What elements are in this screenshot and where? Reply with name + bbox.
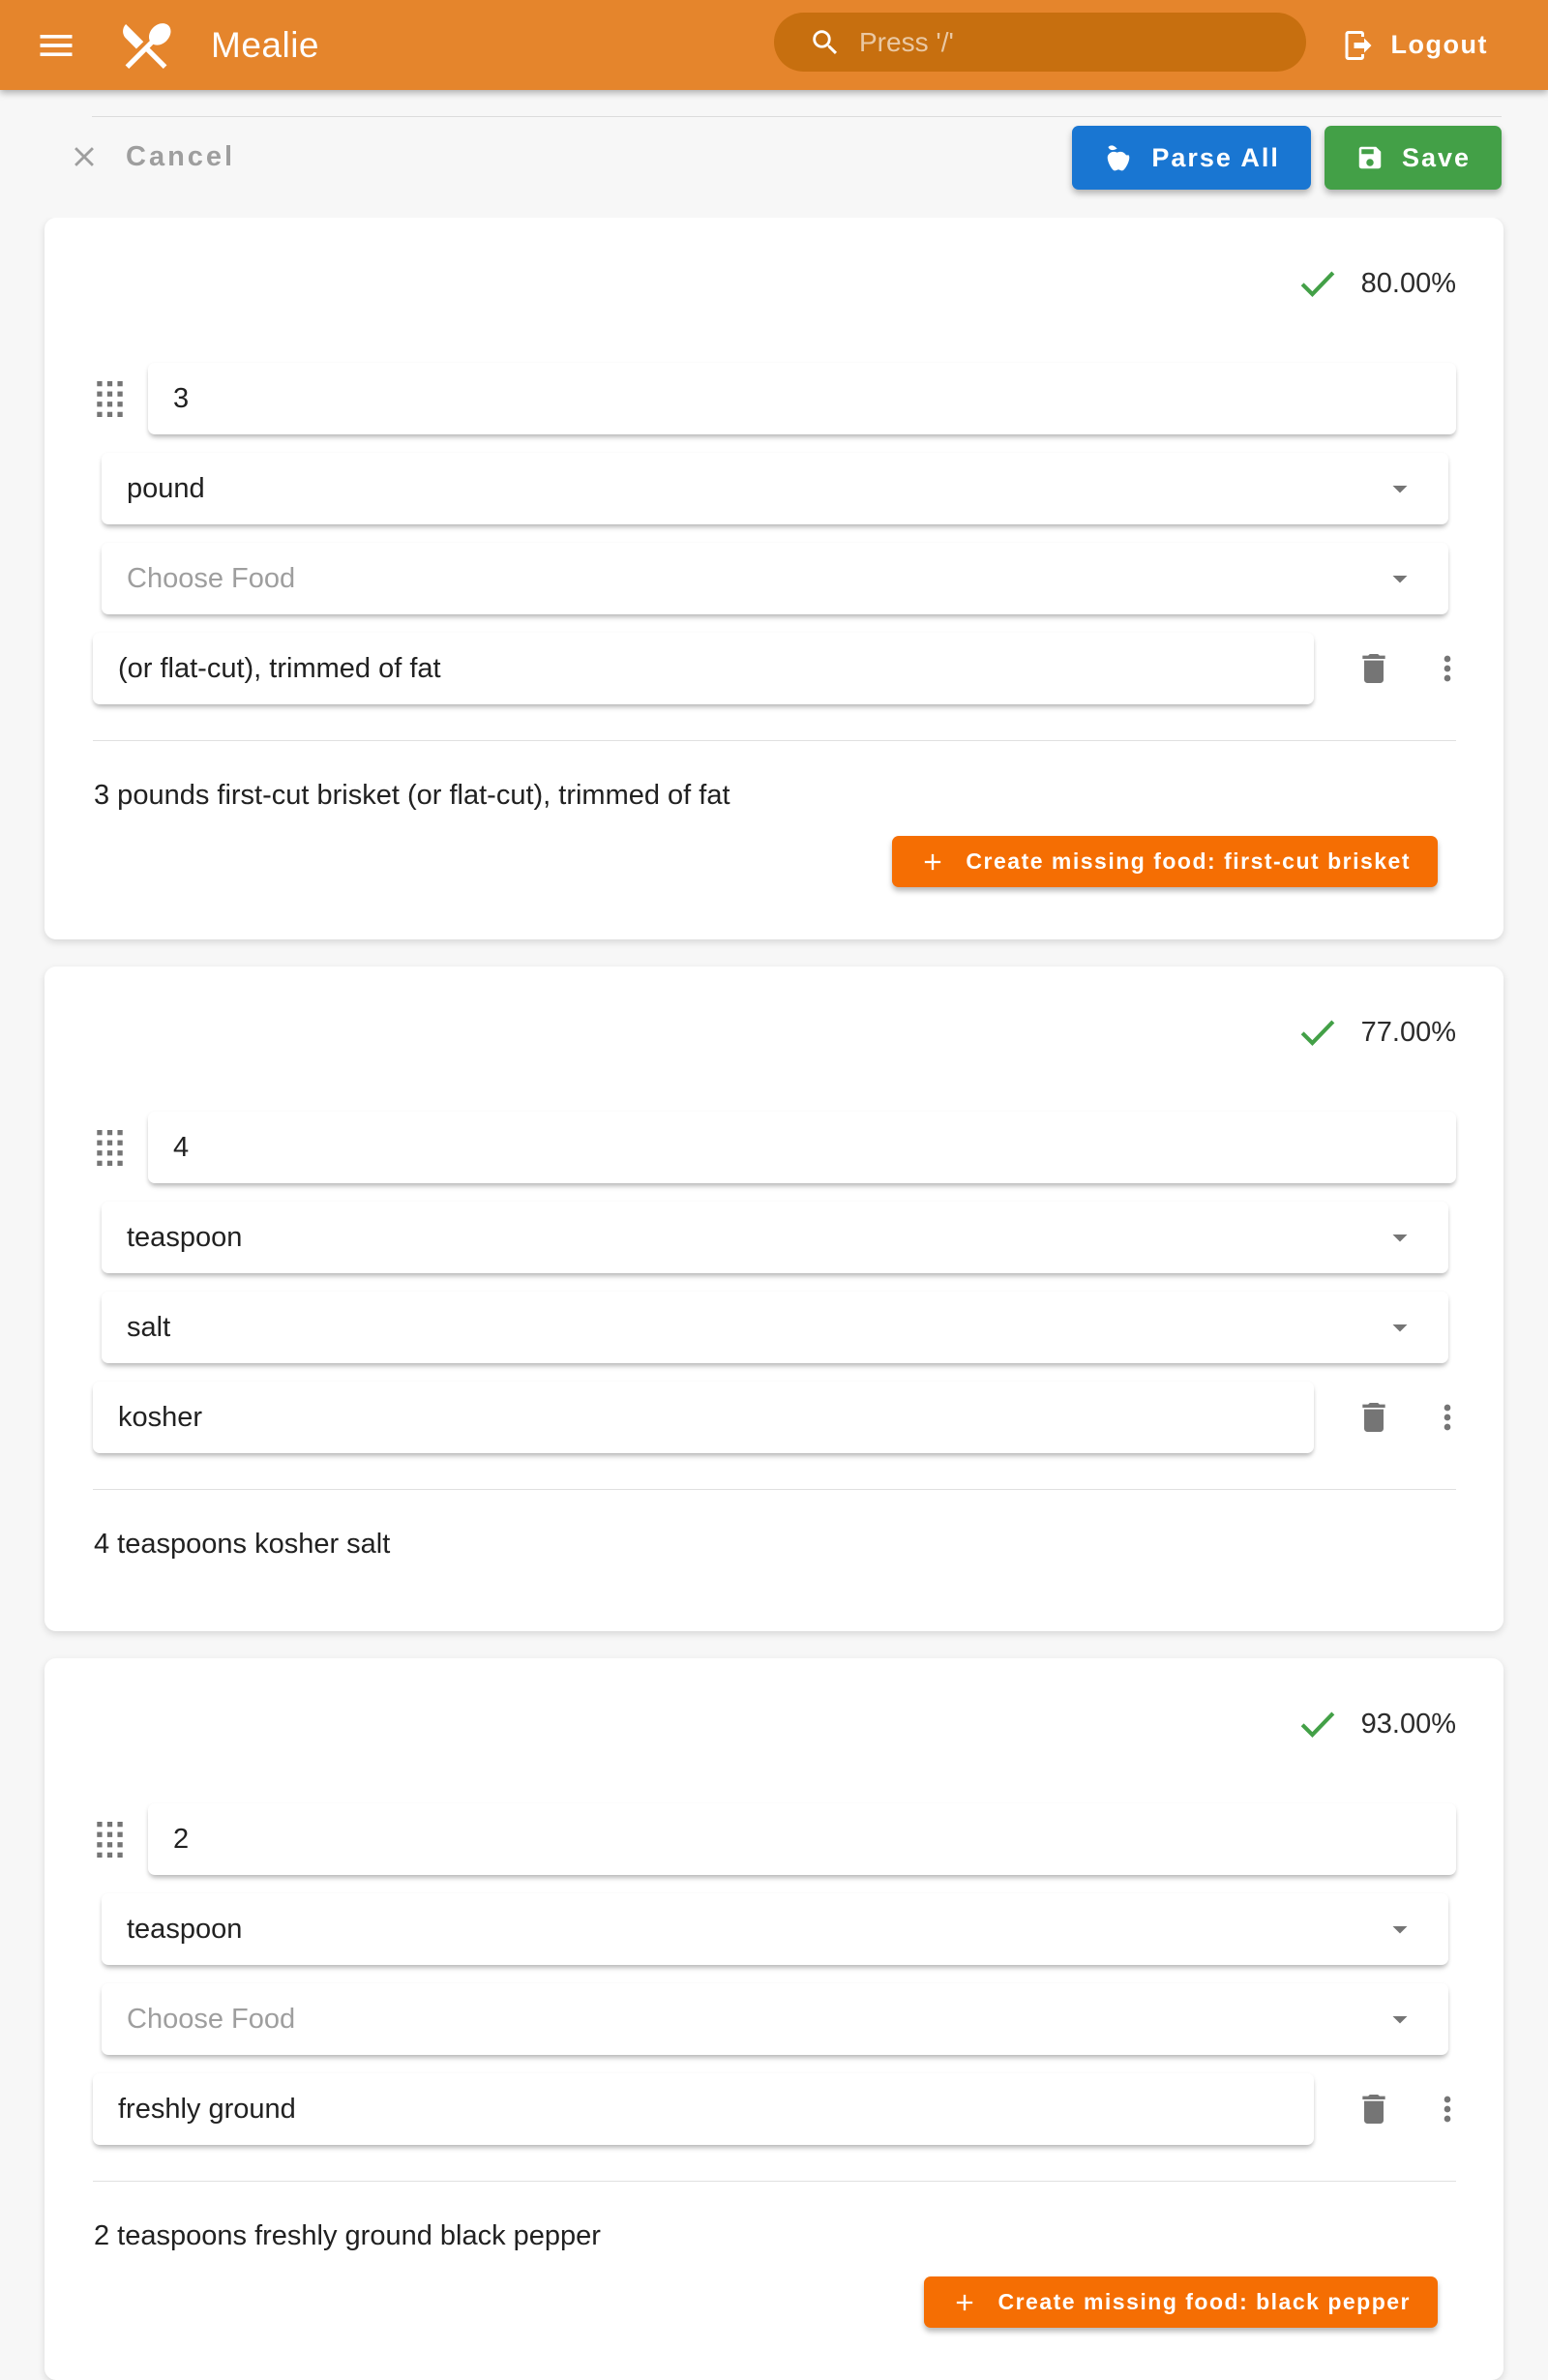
create-missing-food-label: Create missing food: first-cut brisket bbox=[966, 848, 1411, 874]
crossed-fork-knife-icon[interactable] bbox=[116, 15, 176, 75]
note-input[interactable] bbox=[93, 1382, 1314, 1453]
trash-icon bbox=[1354, 649, 1393, 688]
trash-icon bbox=[1354, 2090, 1393, 2128]
confidence-value: 80.00% bbox=[1360, 267, 1456, 299]
more-options-button[interactable] bbox=[1426, 2086, 1469, 2132]
more-options-button[interactable] bbox=[1426, 645, 1469, 692]
cancel-button[interactable] bbox=[68, 140, 235, 173]
close-x-icon bbox=[68, 140, 101, 173]
search-input[interactable] bbox=[859, 27, 1265, 58]
logout-button[interactable] bbox=[1341, 0, 1488, 90]
green-check-icon bbox=[1299, 1710, 1336, 1739]
green-check-icon bbox=[1299, 269, 1336, 298]
unit-select[interactable] bbox=[102, 1893, 1448, 1965]
divider bbox=[93, 1489, 1456, 1490]
create-missing-food-label: Create missing food: black pepper bbox=[997, 2289, 1411, 2314]
original-ingredient-text: 3 pounds first-cut brisket (or flat-cut), trimmed of fat bbox=[94, 780, 730, 811]
drag-handle-icon[interactable] bbox=[97, 1130, 123, 1166]
logout-label: Logout bbox=[1390, 30, 1488, 59]
parse-all-button[interactable] bbox=[1072, 126, 1311, 190]
quantity-input[interactable] bbox=[148, 1112, 1456, 1183]
original-ingredient-text: 4 teaspoons kosher salt bbox=[94, 1529, 391, 1560]
hamburger-menu-icon[interactable] bbox=[35, 24, 77, 67]
search-bar[interactable] bbox=[774, 13, 1306, 72]
unit-select[interactable] bbox=[102, 1202, 1448, 1273]
drag-handle-icon[interactable] bbox=[97, 381, 123, 417]
delete-ingredient-button[interactable] bbox=[1351, 2086, 1397, 2132]
kebab-menu-icon bbox=[1428, 1398, 1467, 1437]
ingredient-card-3 bbox=[45, 1658, 1503, 2380]
drag-handle-icon[interactable] bbox=[97, 1822, 123, 1858]
delete-ingredient-button[interactable] bbox=[1351, 1394, 1397, 1441]
parse-all-label: Parse All bbox=[1151, 142, 1280, 172]
divider bbox=[92, 116, 1502, 117]
quantity-input[interactable] bbox=[148, 363, 1456, 434]
ingredient-card-1 bbox=[45, 218, 1503, 939]
note-input[interactable] bbox=[93, 2073, 1314, 2145]
trash-icon bbox=[1354, 1398, 1393, 1437]
divider bbox=[93, 740, 1456, 741]
save-button[interactable] bbox=[1325, 126, 1502, 190]
confidence-value: 93.00% bbox=[1360, 1708, 1456, 1740]
plus-icon bbox=[951, 2289, 978, 2316]
confidence-value: 77.00% bbox=[1360, 1016, 1456, 1048]
food-select[interactable] bbox=[102, 1292, 1448, 1363]
quantity-input[interactable] bbox=[148, 1803, 1456, 1875]
save-label: Save bbox=[1401, 142, 1471, 172]
cancel-label: Cancel bbox=[126, 140, 236, 172]
original-ingredient-text: 2 teaspoons freshly ground black pepper bbox=[94, 2220, 601, 2251]
exit-door-icon bbox=[1341, 28, 1376, 63]
kebab-menu-icon bbox=[1428, 649, 1467, 688]
note-input[interactable] bbox=[93, 633, 1314, 704]
app-bar bbox=[0, 0, 1548, 90]
create-missing-food-button[interactable] bbox=[892, 836, 1438, 887]
plus-icon bbox=[919, 848, 946, 876]
kebab-menu-icon bbox=[1428, 2090, 1467, 2128]
divider bbox=[93, 2181, 1456, 2182]
editor-toolbar bbox=[0, 90, 1548, 218]
create-missing-food-button[interactable] bbox=[924, 2276, 1438, 2328]
magnifier-icon bbox=[809, 26, 842, 59]
apple-icon bbox=[1103, 142, 1134, 173]
floppy-disk-icon bbox=[1355, 143, 1384, 172]
more-options-button[interactable] bbox=[1426, 1394, 1469, 1441]
unit-select[interactable] bbox=[102, 453, 1448, 524]
ingredient-card-2 bbox=[45, 967, 1503, 1631]
green-check-icon bbox=[1299, 1018, 1336, 1047]
delete-ingredient-button[interactable] bbox=[1351, 645, 1397, 692]
food-select[interactable] bbox=[102, 543, 1448, 614]
app-title: Mealie bbox=[211, 24, 319, 65]
food-select[interactable] bbox=[102, 1983, 1448, 2055]
